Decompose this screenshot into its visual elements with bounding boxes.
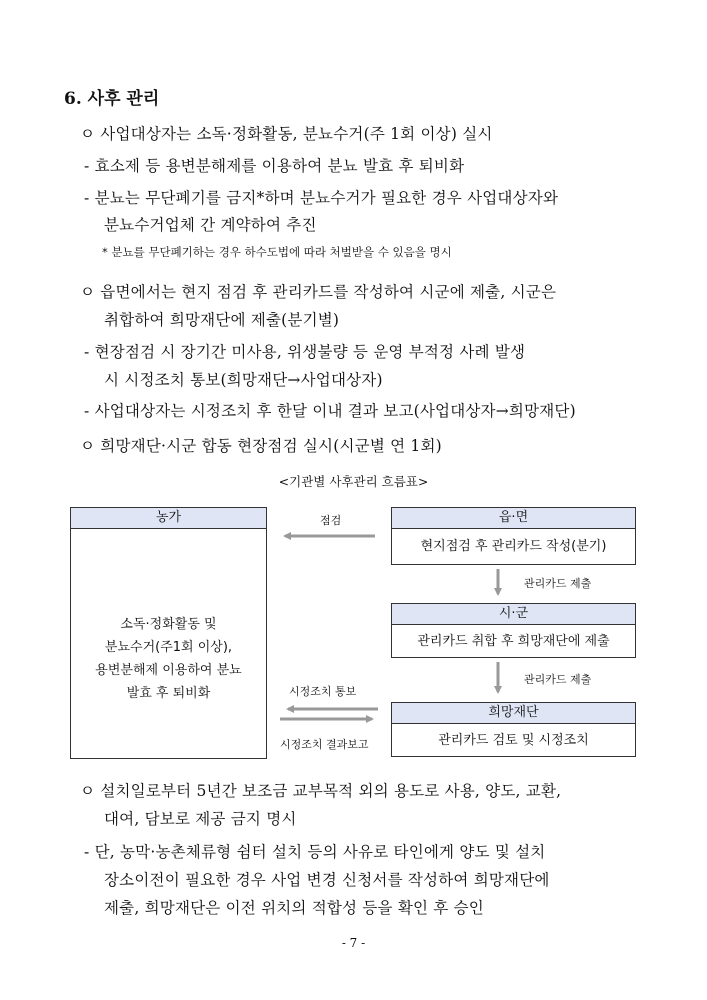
- county-box-title: 시·군: [392, 604, 635, 625]
- dash-line-continuation: 제출, 희망재단은 이전 위치의 적합성 등을 확인 후 승인: [104, 899, 484, 917]
- farm-body-line: 발효 후 퇴비화: [126, 686, 211, 701]
- foundation-box-title: 희망재단: [392, 703, 635, 724]
- section-title: 6. 사후 관리: [64, 89, 160, 109]
- dash-line-continuation: 시 시정조치 통보(희망재단→사업대상자): [104, 371, 383, 389]
- label-submit-card-2: 관리카드 제출: [524, 673, 592, 686]
- bullet-line: ㅇ 읍면에서는 현지 점검 후 관리카드를 작성하여 시군에 제출, 시군은: [80, 283, 557, 301]
- town-box-body: 현지점검 후 관리카드 작성(분기): [420, 539, 607, 554]
- dash-line: - 효소제 등 용변분해제를 이용하여 분뇨 발효 후 퇴비화: [84, 157, 465, 175]
- bullet-line: ㅇ 사업대상자는 소독·정화활동, 분뇨수거(주 1회 이상) 실시: [80, 125, 493, 143]
- town-box-title: 읍·면: [392, 508, 635, 529]
- dash-line: - 단, 농막·농촌체류형 쉼터 설치 등의 사유로 타인에게 양도 및 설치: [84, 843, 546, 861]
- bullet-line: ㅇ 희망재단·시군 합동 현장점검 실시(시군별 연 1회): [80, 437, 442, 455]
- bullet-line-continuation: 대여, 담보로 제공 금지 명시: [104, 810, 297, 828]
- dash-line: - 현장점검 시 장기간 미사용, 위생불량 등 운영 부적정 사례 발생: [84, 343, 526, 361]
- dash-line-continuation: 장소이전이 필요한 경우 사업 변경 신청서를 작성하여 희망재단에: [104, 871, 550, 889]
- label-inspection: 점검: [320, 514, 342, 527]
- farm-body-line: 소독·정화활동 및: [120, 617, 217, 632]
- dash-line-continuation: 분뇨수거업체 간 계약하여 추진: [104, 216, 317, 234]
- farm-body-line: 용변분해제 이용하여 분뇨: [95, 663, 242, 678]
- farm-box-title: 농가: [71, 508, 266, 529]
- dash-line: - 분뇨는 무단폐기를 금지*하며 분뇨수거가 필요한 경우 사업대상자와: [84, 189, 559, 207]
- page-number: - 7 -: [341, 936, 366, 950]
- bullet-line: ㅇ 설치일로부터 5년간 보조금 교부목적 외의 용도로 사용, 양도, 교환,: [80, 782, 562, 800]
- bullet-line-continuation: 취합하여 희망재단에 제출(분기별): [104, 311, 340, 329]
- county-box-body: 관리카드 취합 후 희망재단에 제출: [417, 634, 610, 649]
- label-correction-notice: 시정조치 통보: [289, 685, 357, 698]
- label-correction-report: 시정조치 결과보고: [280, 738, 369, 751]
- dash-line: - 사업대상자는 시정조치 후 한달 이내 결과 보고(사업대상자→희망재단): [84, 402, 576, 420]
- farm-body-line: 분뇨수거(주1회 이상),: [104, 640, 233, 655]
- foundation-box-body: 관리카드 검토 및 시정조치: [438, 733, 589, 748]
- footnote: * 분뇨를 무단폐기하는 경우 하수도법에 따라 처벌받을 수 있음을 명시: [102, 245, 452, 259]
- label-submit-card-1: 관리카드 제출: [524, 577, 592, 590]
- flow-caption: <기관별 사후관리 흐름표>: [278, 474, 429, 489]
